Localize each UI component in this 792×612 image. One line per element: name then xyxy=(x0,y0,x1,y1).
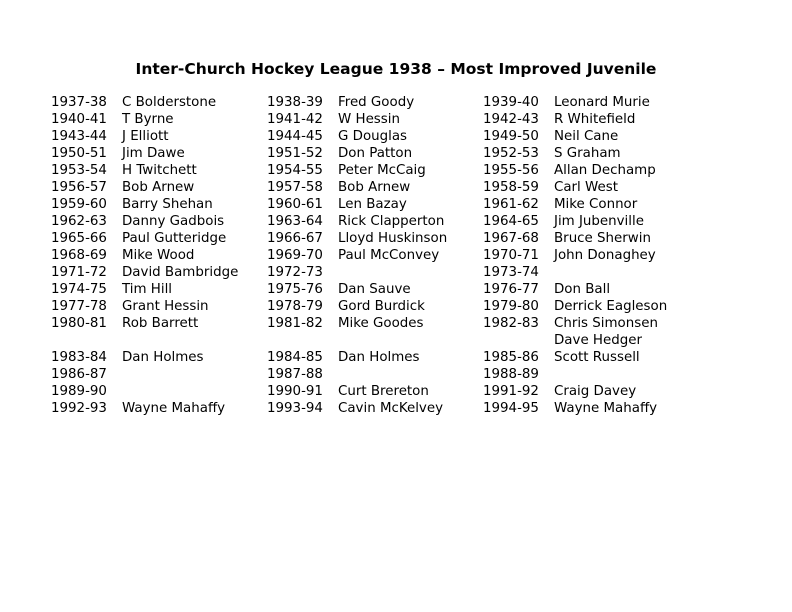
season-label: 1989-90 xyxy=(51,384,107,399)
award-entry xyxy=(267,128,483,145)
award-entry xyxy=(51,179,267,196)
award-entry xyxy=(483,349,699,366)
award-entry xyxy=(267,366,483,383)
season-label: 1937-38 xyxy=(51,95,107,110)
winner-name: Wayne Mahaffy xyxy=(554,401,658,416)
season-label: 1940-41 xyxy=(51,112,107,127)
winner-name: Paul Gutteridge xyxy=(122,231,227,246)
season-label: 1967-68 xyxy=(483,231,539,246)
page-title: Inter-Church Hockey League 1938 – Most Improved Juvenile xyxy=(135,60,657,78)
season-label: 1985-86 xyxy=(483,350,539,365)
season-label xyxy=(483,332,554,349)
award-entry xyxy=(483,213,699,230)
winner-name: Lloyd Huskinson xyxy=(338,231,448,246)
season-label: 1938-39 xyxy=(267,95,323,110)
award-entry xyxy=(51,145,267,162)
winner-name: Jim Dawe xyxy=(122,146,185,161)
award-entry xyxy=(267,111,483,128)
winner-name: T Byrne xyxy=(122,112,174,127)
award-entry xyxy=(51,230,267,247)
award-entry xyxy=(483,315,699,332)
award-entry xyxy=(483,162,699,179)
winner-name: Jim Jubenville xyxy=(554,214,644,229)
season-label: 1942-43 xyxy=(483,112,539,127)
award-entry xyxy=(483,281,699,298)
award-entry xyxy=(267,332,483,349)
award-entry xyxy=(267,230,483,247)
winner-name: H Twitchett xyxy=(122,163,197,178)
season-label: 1982-83 xyxy=(483,316,539,331)
winner-name: Leonard Murie xyxy=(554,95,650,110)
award-entry xyxy=(267,281,483,298)
winner-name: Allan Dechamp xyxy=(554,163,656,178)
season-label: 1991-92 xyxy=(483,384,539,399)
season-label: 1950-51 xyxy=(51,146,107,161)
award-entry xyxy=(483,179,699,196)
award-entry xyxy=(51,128,267,145)
award-entry xyxy=(483,94,699,111)
award-entry xyxy=(51,247,267,264)
season-label: 1959-60 xyxy=(51,197,107,212)
winner-name: Peter McCaig xyxy=(338,163,426,178)
award-entry xyxy=(483,383,699,400)
season-label: 1973-74 xyxy=(483,265,539,280)
winner-name: Bob Arnew xyxy=(122,180,195,195)
season-label: 1954-55 xyxy=(267,163,323,178)
winner-name: Gord Burdick xyxy=(338,299,425,314)
winner-name: Mike Goodes xyxy=(338,316,424,331)
season-label: 1986-87 xyxy=(51,367,107,382)
awards-list xyxy=(51,94,699,417)
winner-name: Danny Gadbois xyxy=(122,214,225,229)
award-entry xyxy=(267,196,483,213)
winner-name: W Hessin xyxy=(338,112,400,127)
season-label: 1988-89 xyxy=(483,367,539,382)
award-entry xyxy=(51,332,267,349)
winner-name: Dan Holmes xyxy=(122,350,204,365)
winner-name: Bruce Sherwin xyxy=(554,231,651,246)
season-label xyxy=(267,332,338,349)
award-entry xyxy=(483,247,699,264)
winner-name: Mike Wood xyxy=(122,248,195,263)
award-entry xyxy=(267,298,483,315)
winner-name: Fred Goody xyxy=(338,95,415,110)
award-entry xyxy=(51,162,267,179)
winner-name: Paul McConvey xyxy=(338,248,440,263)
winner-name: Dave Hedger xyxy=(554,333,642,348)
season-label: 1958-59 xyxy=(483,180,539,195)
winner-name: Scott Russell xyxy=(554,350,640,365)
award-entry xyxy=(51,213,267,230)
award-entry xyxy=(267,264,483,281)
winner-name: Tim Hill xyxy=(122,282,173,297)
award-entry xyxy=(483,196,699,213)
award-entry xyxy=(483,111,699,128)
award-entry xyxy=(51,264,267,281)
winner-name: David Bambridge xyxy=(122,265,239,280)
season-label xyxy=(51,332,122,349)
season-label: 1975-76 xyxy=(267,282,323,297)
season-label: 1964-65 xyxy=(483,214,539,229)
award-entry xyxy=(51,366,267,383)
winner-name: Curt Brereton xyxy=(338,384,429,399)
winner-name: Rick Clapperton xyxy=(338,214,445,229)
season-label: 1981-82 xyxy=(267,316,323,331)
season-label: 1960-61 xyxy=(267,197,323,212)
award-entry xyxy=(483,128,699,145)
season-label: 1953-54 xyxy=(51,163,107,178)
winner-name: Bob Arnew xyxy=(338,180,411,195)
season-label: 1956-57 xyxy=(51,180,107,195)
season-label: 1952-53 xyxy=(483,146,539,161)
award-entry xyxy=(483,400,699,417)
award-entry xyxy=(267,400,483,417)
season-label: 1962-63 xyxy=(51,214,107,229)
season-label: 1968-69 xyxy=(51,248,107,263)
winner-name: Chris Simonsen xyxy=(554,316,658,331)
winner-name: Cavin McKelvey xyxy=(338,401,444,416)
season-label: 1983-84 xyxy=(51,350,107,365)
winner-name: Don Patton xyxy=(338,146,413,161)
season-label: 1990-91 xyxy=(267,384,323,399)
season-label: 1955-56 xyxy=(483,163,539,178)
award-entry xyxy=(267,315,483,332)
winner-name: Carl West xyxy=(554,180,618,195)
season-label: 1951-52 xyxy=(267,146,323,161)
award-entry xyxy=(51,315,267,332)
winner-name: C Bolderstone xyxy=(122,95,217,110)
award-entry xyxy=(267,213,483,230)
award-entry xyxy=(483,230,699,247)
season-label: 1980-81 xyxy=(51,316,107,331)
winner-name: John Donaghey xyxy=(554,248,656,263)
winner-name: R Whitefield xyxy=(554,112,636,127)
winner-name: Derrick Eagleson xyxy=(554,299,668,314)
winner-name: Don Ball xyxy=(554,282,611,297)
award-entry xyxy=(51,94,267,111)
award-entry xyxy=(483,366,699,383)
award-entry xyxy=(267,94,483,111)
season-label: 1943-44 xyxy=(51,129,107,144)
winner-name: Len Bazay xyxy=(338,197,407,212)
award-entry xyxy=(483,298,699,315)
season-label: 1978-79 xyxy=(267,299,323,314)
season-label: 1941-42 xyxy=(267,112,323,127)
season-label: 1974-75 xyxy=(51,282,107,297)
winner-name: Neil Cane xyxy=(554,129,619,144)
award-entry xyxy=(483,145,699,162)
award-entry xyxy=(51,111,267,128)
award-entry xyxy=(51,196,267,213)
award-entry xyxy=(51,298,267,315)
winner-name: Craig Davey xyxy=(554,384,637,399)
winner-name: Grant Hessin xyxy=(122,299,209,314)
award-entry xyxy=(483,264,699,281)
season-label: 1949-50 xyxy=(483,129,539,144)
winner-name: Wayne Mahaffy xyxy=(122,401,226,416)
season-label: 1971-72 xyxy=(51,265,107,280)
winner-name: Barry Shehan xyxy=(122,197,213,212)
season-label: 1970-71 xyxy=(483,248,539,263)
award-entry xyxy=(267,247,483,264)
winner-name: Dan Holmes xyxy=(338,350,420,365)
winner-name: Rob Barrett xyxy=(122,316,199,331)
season-label: 1977-78 xyxy=(51,299,107,314)
season-label: 1992-93 xyxy=(51,401,107,416)
winner-name: S Graham xyxy=(554,146,621,161)
award-entry xyxy=(267,162,483,179)
winner-name: Dan Sauve xyxy=(338,282,411,297)
award-entry xyxy=(51,383,267,400)
season-label: 1979-80 xyxy=(483,299,539,314)
season-label: 1944-45 xyxy=(267,129,323,144)
season-label: 1984-85 xyxy=(267,350,323,365)
award-entry xyxy=(51,400,267,417)
award-entry xyxy=(51,281,267,298)
season-label: 1966-67 xyxy=(267,231,323,246)
season-label: 1939-40 xyxy=(483,95,539,110)
winner-name: J Elliott xyxy=(122,129,169,144)
season-label: 1994-95 xyxy=(483,401,539,416)
winner-name: Mike Connor xyxy=(554,197,638,212)
season-label: 1987-88 xyxy=(267,367,323,382)
season-label: 1961-62 xyxy=(483,197,539,212)
award-entry xyxy=(51,349,267,366)
season-label: 1976-77 xyxy=(483,282,539,297)
award-entry xyxy=(267,179,483,196)
award-entry xyxy=(483,332,699,349)
award-entry xyxy=(267,349,483,366)
season-label: 1972-73 xyxy=(267,265,323,280)
season-label: 1963-64 xyxy=(267,214,323,229)
season-label: 1965-66 xyxy=(51,231,107,246)
award-entry xyxy=(267,145,483,162)
award-entry xyxy=(267,383,483,400)
season-label: 1969-70 xyxy=(267,248,323,263)
winner-name: G Douglas xyxy=(338,129,408,144)
season-label: 1993-94 xyxy=(267,401,323,416)
season-label: 1957-58 xyxy=(267,180,323,195)
